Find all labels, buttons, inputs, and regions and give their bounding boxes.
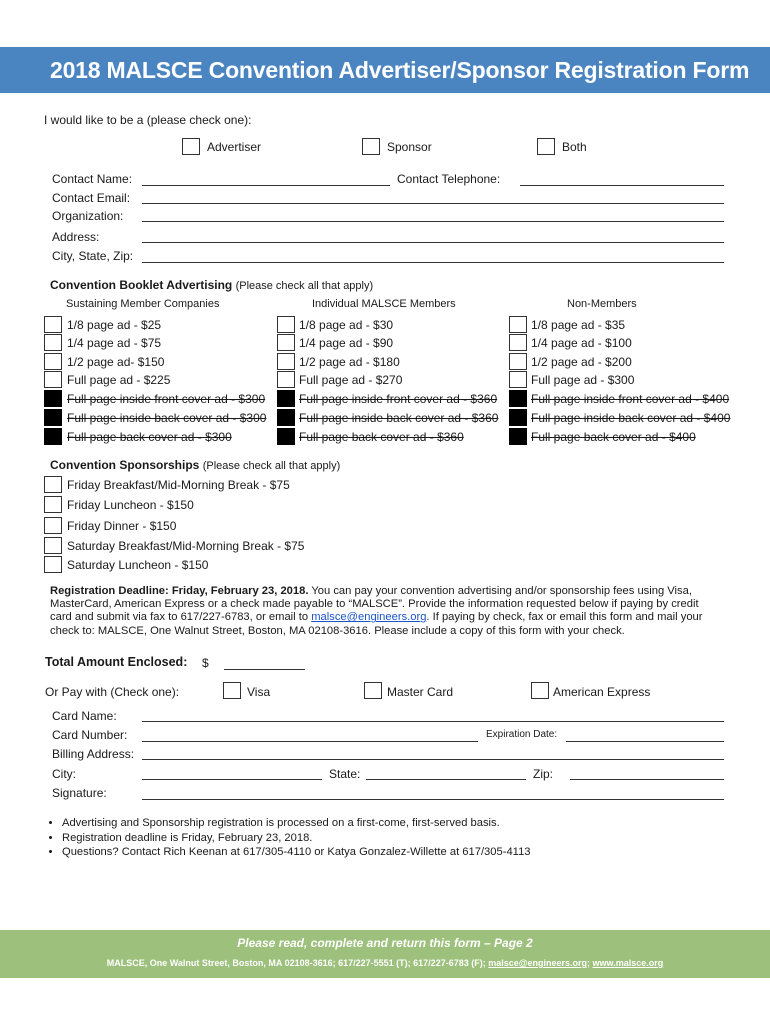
header-bar bbox=[0, 47, 770, 93]
organization-field[interactable] bbox=[142, 221, 724, 222]
friday-breakfast-checkbox[interactable] bbox=[44, 476, 62, 493]
column-header-individual: Individual MALSCE Members bbox=[312, 298, 456, 310]
total-amount-label: Total Amount Enclosed: bbox=[45, 655, 188, 669]
card-number-field[interactable] bbox=[142, 741, 478, 742]
zip-label: Zip: bbox=[533, 767, 554, 781]
advertiser-label: Advertiser bbox=[207, 140, 262, 154]
nonmember-half-page-checkbox[interactable] bbox=[509, 353, 527, 370]
footer-page-note: Please read, complete and return this form – Page 2 bbox=[237, 936, 533, 950]
city-state-zip-field[interactable] bbox=[142, 262, 724, 263]
state-field[interactable] bbox=[366, 779, 526, 780]
billing-address-label: Billing Address: bbox=[52, 747, 135, 761]
contact-email-field[interactable] bbox=[142, 203, 724, 204]
friday-dinner-label: Friday Dinner - $150 bbox=[67, 519, 177, 533]
individual-inside-back-checkbox bbox=[277, 409, 295, 426]
sustaining-quarter-page-checkbox[interactable] bbox=[44, 334, 62, 351]
friday-breakfast-label: Friday Breakfast/Mid-Morning Break - $75 bbox=[67, 478, 290, 492]
list-item: • Registration deadline is Friday, February 23, 2018. bbox=[62, 831, 531, 846]
page-title: 2018 MALSCE Convention Advertiser/Sponsor Registration Form bbox=[50, 57, 750, 83]
individual-quarter-page-checkbox[interactable] bbox=[277, 334, 295, 351]
signature-label: Signature: bbox=[52, 786, 107, 800]
individual-full-page-label: Full page ad - $270 bbox=[299, 373, 403, 387]
address-label: Address: bbox=[52, 230, 100, 244]
city-field[interactable] bbox=[142, 779, 322, 780]
contact-name-label: Contact Name: bbox=[52, 172, 133, 186]
deadline-bold: Registration Deadline: Friday, February 23, 2018. bbox=[50, 585, 309, 597]
state-label: State: bbox=[329, 767, 361, 781]
billing-address-field[interactable] bbox=[142, 759, 724, 760]
contact-email-label: Contact Email: bbox=[52, 191, 131, 205]
city-state-zip-label: City, State, Zip: bbox=[52, 249, 134, 263]
nonmember-inside-front-label: Full page inside front cover ad - $400 bbox=[531, 392, 730, 406]
booklet-heading-note: (Please check all that apply) bbox=[235, 280, 374, 292]
individual-half-page-checkbox[interactable] bbox=[277, 353, 295, 370]
deadline-email-link[interactable]: malsce@engineers.org bbox=[311, 611, 427, 624]
saturday-luncheon-label: Saturday Luncheon - $150 bbox=[67, 558, 209, 572]
booklet-heading-text: Convention Booklet Advertising bbox=[50, 278, 233, 292]
saturday-luncheon-checkbox[interactable] bbox=[44, 556, 62, 573]
nonmember-inside-back-checkbox bbox=[509, 409, 527, 426]
organization-label: Organization: bbox=[52, 209, 124, 223]
sustaining-eighth-page-label: 1/8 page ad - $25 bbox=[67, 318, 162, 332]
individual-quarter-page-label: 1/4 page ad - $90 bbox=[299, 336, 394, 350]
sustaining-quarter-page-label: 1/4 page ad - $75 bbox=[67, 336, 162, 350]
individual-full-page-checkbox[interactable] bbox=[277, 371, 295, 388]
individual-half-page-label: 1/2 page ad - $180 bbox=[299, 355, 400, 369]
registration-type-question: I would like to be a (please check one): bbox=[44, 113, 252, 127]
nonmember-quarter-page-label: 1/4 page ad - $100 bbox=[531, 336, 632, 350]
sustaining-half-page-checkbox[interactable] bbox=[44, 353, 62, 370]
deadline-paragraph bbox=[50, 585, 720, 638]
individual-eighth-page-label: 1/8 page ad - $30 bbox=[299, 318, 394, 332]
contact-telephone-field[interactable] bbox=[520, 185, 724, 186]
sustaining-inside-back-checkbox bbox=[44, 409, 62, 426]
saturday-breakfast-checkbox[interactable] bbox=[44, 537, 62, 554]
pay-with-label: Or Pay with (Check one): bbox=[45, 685, 180, 699]
sustaining-inside-front-checkbox bbox=[44, 390, 62, 407]
footer-website-link[interactable]: www.malsce.org bbox=[592, 958, 664, 968]
notes-list bbox=[50, 816, 531, 860]
sustaining-back-cover-label: Full page back cover ad - $300 bbox=[67, 430, 232, 444]
footer-email-link[interactable]: malsce@engineers.org bbox=[488, 958, 588, 968]
saturday-breakfast-label: Saturday Breakfast/Mid-Morning Break - $75 bbox=[67, 539, 305, 553]
sustaining-half-page-label: 1/2 page ad- $150 bbox=[67, 355, 165, 369]
individual-back-cover-checkbox bbox=[277, 428, 295, 445]
individual-inside-front-label: Full page inside front cover ad - $360 bbox=[299, 392, 498, 406]
sponsorships-heading bbox=[50, 458, 340, 472]
individual-inside-front-checkbox bbox=[277, 390, 295, 407]
both-checkbox[interactable] bbox=[537, 138, 555, 155]
individual-eighth-page-checkbox[interactable] bbox=[277, 316, 295, 333]
zip-field[interactable] bbox=[570, 779, 724, 780]
footer-separator: ; bbox=[587, 958, 593, 968]
expiration-field[interactable] bbox=[566, 741, 724, 742]
deadline-text-2: . If paying by check, fax or email this form and mail your check to: MALSCE, One Walnut Street, Boston, MA 02108-3616. Please include a copy of this form with your check. bbox=[50, 611, 703, 637]
sponsorships-heading-text: Convention Sponsorships bbox=[50, 458, 200, 472]
sustaining-full-page-label: Full page ad - $225 bbox=[67, 373, 171, 387]
booklet-heading bbox=[50, 278, 373, 292]
sponsorships-heading-note: (Please check all that apply) bbox=[202, 460, 341, 472]
footer-bar bbox=[0, 930, 770, 978]
sustaining-back-cover-checkbox bbox=[44, 428, 62, 445]
nonmember-quarter-page-checkbox[interactable] bbox=[509, 334, 527, 351]
sustaining-inside-back-label: Full page inside back cover ad - $300 bbox=[67, 411, 267, 425]
nonmember-back-cover-checkbox bbox=[509, 428, 527, 445]
footer-contact-line bbox=[0, 958, 770, 968]
sponsor-label: Sponsor bbox=[387, 140, 432, 154]
column-header-sustaining: Sustaining Member Companies bbox=[66, 298, 220, 310]
total-amount-field[interactable] bbox=[224, 669, 305, 670]
friday-luncheon-label: Friday Luncheon - $150 bbox=[67, 498, 194, 512]
nonmember-inside-front-checkbox bbox=[509, 390, 527, 407]
nonmember-full-page-label: Full page ad - $300 bbox=[531, 373, 635, 387]
footer-address: MALSCE, One Walnut Street, Boston, MA 02108-3616; 617/227-5551 (T); 617/227-6783 (F); bbox=[106, 958, 489, 968]
contact-telephone-label: Contact Telephone: bbox=[397, 172, 501, 186]
individual-back-cover-label: Full page back cover ad - $360 bbox=[299, 430, 464, 444]
sponsor-checkbox[interactable] bbox=[362, 138, 380, 155]
american-express-label: American Express bbox=[553, 685, 651, 699]
nonmember-half-page-label: 1/2 page ad - $200 bbox=[531, 355, 632, 369]
signature-field[interactable] bbox=[142, 799, 724, 800]
city-label: City: bbox=[52, 767, 76, 781]
currency-symbol: $ bbox=[202, 656, 209, 670]
friday-luncheon-checkbox[interactable] bbox=[44, 496, 62, 513]
sustaining-full-page-checkbox[interactable] bbox=[44, 371, 62, 388]
expiration-label: Expiration Date: bbox=[486, 729, 558, 740]
nonmember-full-page-checkbox[interactable] bbox=[509, 371, 527, 388]
sustaining-inside-front-label: Full page inside front cover ad - $300 bbox=[67, 392, 266, 406]
list-item: • Questions? Contact Rich Keenan at 617/305-4110 or Katya Gonzalez-Willette at 617/305-4113 bbox=[62, 845, 531, 860]
address-field[interactable] bbox=[142, 242, 724, 243]
mastercard-checkbox[interactable] bbox=[364, 682, 382, 699]
american-express-checkbox[interactable] bbox=[531, 682, 549, 699]
card-number-label: Card Number: bbox=[52, 728, 128, 742]
deadline-text-1: You can pay your convention advertising and/or sponsorship fees using Visa, MasterCard, American Express or a check made payable to “MALSCE”. Provide the information requested below if paying by credit card and submit via fax to 617/227-6783, or email to bbox=[50, 585, 699, 624]
nonmember-eighth-page-label: 1/8 page ad - $35 bbox=[531, 318, 626, 332]
visa-checkbox[interactable] bbox=[223, 682, 241, 699]
both-label: Both bbox=[562, 140, 587, 154]
friday-dinner-checkbox[interactable] bbox=[44, 517, 62, 534]
sustaining-eighth-page-checkbox[interactable] bbox=[44, 316, 62, 333]
column-header-nonmembers: Non-Members bbox=[567, 298, 637, 310]
card-name-field[interactable] bbox=[142, 721, 724, 722]
nonmember-back-cover-label: Full page back cover ad - $400 bbox=[531, 430, 696, 444]
mastercard-label: Master Card bbox=[387, 685, 454, 699]
individual-inside-back-label: Full page inside back cover ad - $360 bbox=[299, 411, 499, 425]
contact-name-field[interactable] bbox=[142, 185, 390, 186]
visa-label: Visa bbox=[247, 685, 271, 699]
nonmember-eighth-page-checkbox[interactable] bbox=[509, 316, 527, 333]
list-item: • Advertising and Sponsorship registration is processed on a first-come, first-served basis. bbox=[62, 816, 531, 831]
card-name-label: Card Name: bbox=[52, 709, 117, 723]
advertiser-checkbox[interactable] bbox=[182, 138, 200, 155]
nonmember-inside-back-label: Full page inside back cover ad - $400 bbox=[531, 411, 731, 425]
